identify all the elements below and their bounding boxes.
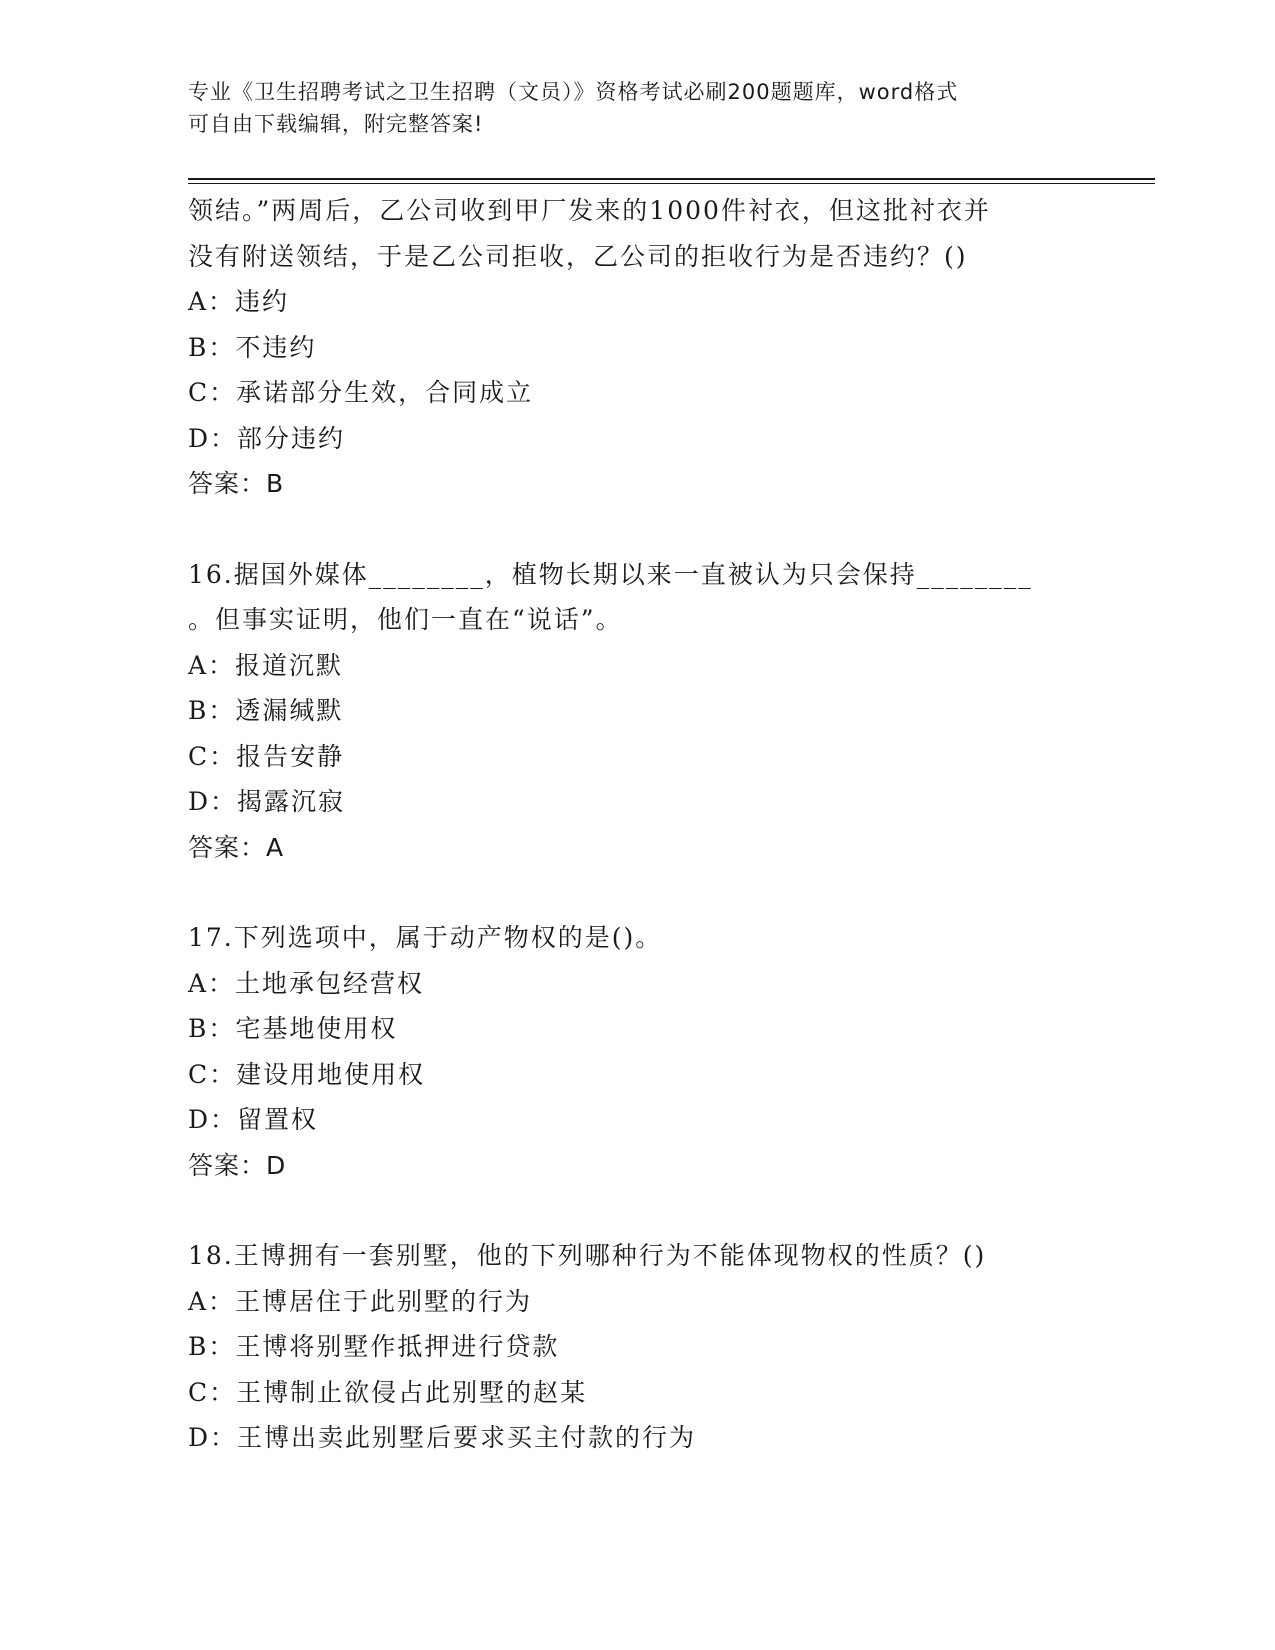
question-list <box>188 188 1148 1461</box>
question-17-option-b: B：宅基地使用权 <box>188 1014 398 1043</box>
question-18-option-a: A：王博居住于此别墅的行为 <box>188 1286 533 1316</box>
question-16-answer: 答案：A <box>188 832 285 862</box>
question-16-option-b: B：透漏缄默 <box>188 696 344 725</box>
question-16-option-c: C：报告安静 <box>188 741 345 771</box>
question-18-option-d: D：王博出卖此别墅后要求买主付款的行为 <box>188 1423 697 1452</box>
header-divider <box>188 178 1155 184</box>
question-15-answer: 答案：B <box>188 469 285 498</box>
question-16-option-a: A：报道沉默 <box>188 650 344 680</box>
question-16-text-line-2: 。但事实证明，他们一直在“说话”。 <box>188 605 623 634</box>
question-16-text-line-1: 16.据国外媒体________，植物长期以来一直被认为只会保持________ <box>188 559 1033 589</box>
question-15-option-b: B：不违约 <box>188 332 317 362</box>
question-18-text-line-1: 18.王博拥有一套别墅，他的下列哪种行为不能体现物权的性质？() <box>188 1241 987 1270</box>
question-15-option-c: C：承诺部分生效，合同成立 <box>188 378 534 407</box>
question-16-option-d: D：揭露沉寂 <box>188 787 346 816</box>
question-17-option-a: A：土地承包经营权 <box>188 968 425 998</box>
question-spacer <box>188 507 1148 552</box>
document-header <box>188 76 1088 140</box>
question-15-text-line-1: 领结。”两周后，乙公司收到甲厂发来的1000件衬衣，但这批衬衣并 <box>188 196 991 225</box>
question-17 <box>188 915 1148 1188</box>
question-15-text-line-2: 没有附送领结，于是乙公司拒收，乙公司的拒收行为是否违约？() <box>188 241 968 271</box>
question-18 <box>188 1233 1148 1461</box>
header-title-line-1: 专业《卫生招聘考试之卫生招聘（文员）》资格考试必刷200题题库，word格式 <box>188 80 959 104</box>
question-17-option-d: D：留置权 <box>188 1105 319 1134</box>
question-18-option-b: B：王博将别墅作抵押进行贷款 <box>188 1332 560 1361</box>
question-18-option-c: C：王博制止欲侵占此别墅的赵某 <box>188 1377 588 1407</box>
question-17-text-line-1: 17.下列选项中，属于动产物权的是()。 <box>188 923 663 952</box>
question-15-option-a: A：违约 <box>188 287 290 316</box>
question-17-option-c: C：建设用地使用权 <box>188 1059 426 1089</box>
question-16 <box>188 552 1148 871</box>
question-15 <box>188 188 1148 507</box>
question-spacer <box>188 1188 1148 1233</box>
question-17-answer: 答案：D <box>188 1150 287 1180</box>
header-title-line-2: 可自由下载编辑，附完整答案! <box>188 112 484 136</box>
question-spacer <box>188 870 1148 915</box>
question-15-option-d: D：部分违约 <box>188 423 346 453</box>
